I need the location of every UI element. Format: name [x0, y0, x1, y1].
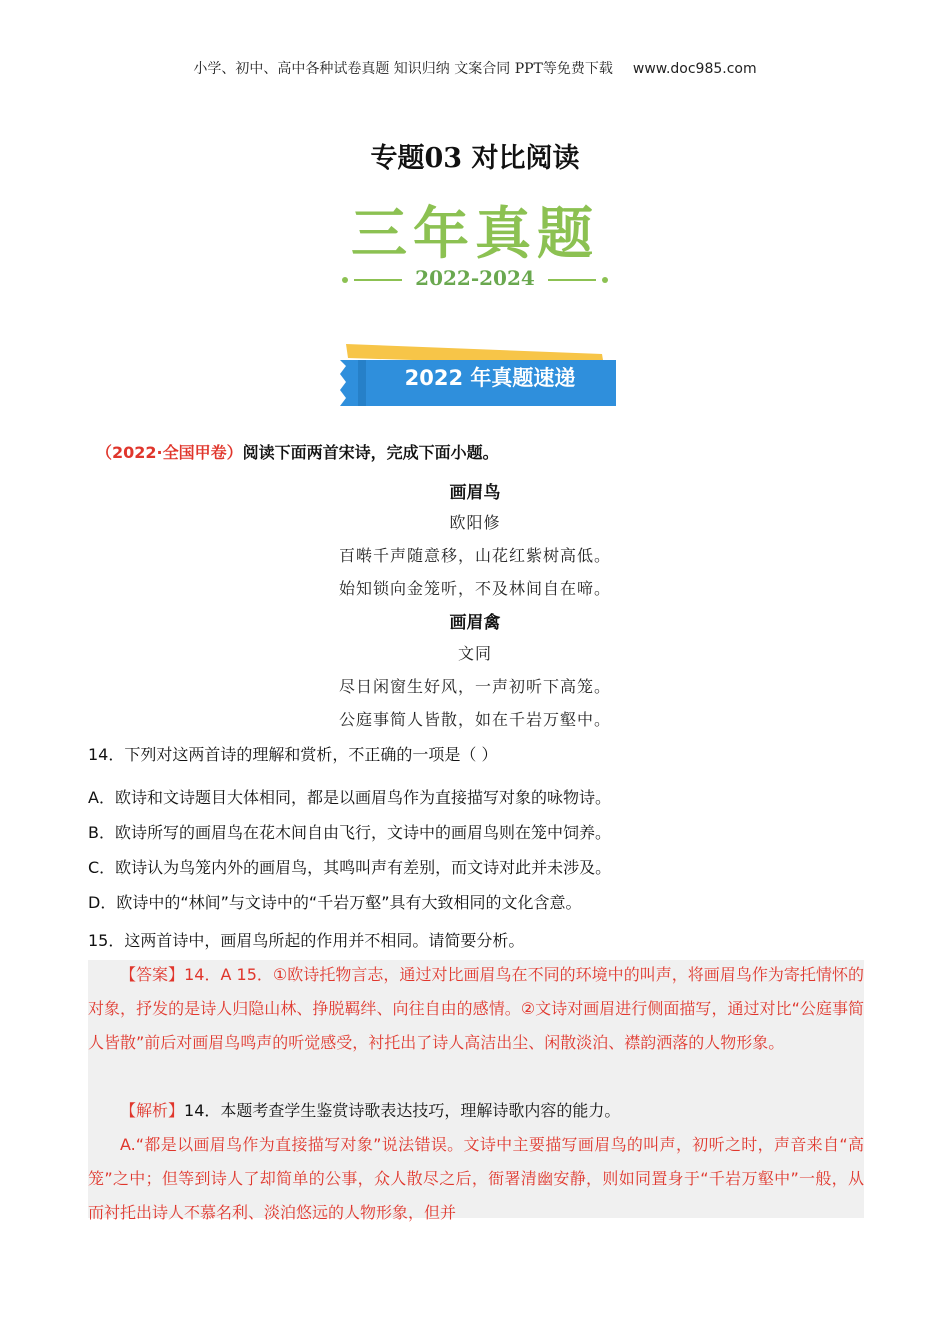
- answer-text: 14．A 15．①欧诗托物言志，通过对比画眉鸟在不同的环境中的叫声，将画眉鸟作为寄托情怀的对象，抒发的是诗人归隐山林、挣脱羁绊、向往自由的感情。②文诗对画眉进行侧面描写，通过对比“公庭事简人皆散”前后对画眉鸟鸣声的听觉感受，衬托出了诗人高洁出尘、闲散淡泊、襟韵洒落的人物形象。: [88, 965, 864, 1052]
- badge-line-right: [548, 279, 596, 281]
- badge-dot-right: [602, 277, 608, 283]
- badge-main-text: 三年真题: [351, 202, 599, 267]
- intro-source: （2022·全国甲卷）: [96, 443, 243, 462]
- poem-2-line-2: 公庭事简人皆散，如在千岩万壑中。: [338, 710, 611, 729]
- intro-instruction: 阅读下面两首宋诗，完成下面小题。: [242, 443, 499, 462]
- option-d: D．欧诗中的“林间”与文诗中的“千岩万壑”具有大致相同的文化含意。: [88, 893, 582, 912]
- question-14: 14．下列对这两首诗的理解和赏析，不正确的一项是（ ）: [88, 745, 498, 764]
- header-url[interactable]: www.doc985.com: [632, 61, 757, 77]
- option-c: C．欧诗认为鸟笼内外的画眉鸟，其鸣叫声有差别，而文诗对此并未涉及。: [88, 858, 612, 877]
- analysis-text: 14．本题考查学生鉴赏诗歌表达技巧，理解诗歌内容的能力。: [184, 1101, 621, 1120]
- poem-1-author: 欧阳修: [449, 513, 501, 532]
- poem-1-line-1: 百啭千声随意移，山花红紫树高低。: [338, 546, 611, 565]
- badge-line-left: [354, 279, 402, 281]
- option-a: A．欧诗和文诗题目大体相同，都是以画眉鸟作为直接描写对象的咏物诗。: [88, 788, 611, 807]
- poem-2-title: 画眉禽: [449, 613, 501, 633]
- answer-block: [88, 958, 864, 1060]
- analysis-tag: 【解析】: [120, 1101, 185, 1120]
- banner-label: 2022 年真题速递: [404, 366, 576, 390]
- poem-1-title: 画眉鸟: [449, 483, 501, 503]
- badge-dot-left: [342, 277, 348, 283]
- analysis-block: [88, 1094, 864, 1128]
- header-text: 小学、初中、高中各种试卷真题 知识归纳 文案合同 PPT等免费下载: [193, 61, 613, 77]
- intro-line: [96, 440, 499, 463]
- badge-years-row: [0, 266, 950, 290]
- option-b: B．欧诗所写的画眉鸟在花木间自由飞行，文诗中的画眉鸟则在笼中饲养。: [88, 823, 611, 842]
- document-title: 专题03 对比阅读: [370, 143, 580, 174]
- question-15: 15．这两首诗中，画眉鸟所起的作用并不相同。请简要分析。: [88, 931, 525, 950]
- poem-1-line-2: 始知锁向金笼听，不及林间自在啼。: [338, 579, 611, 598]
- answer-tag: 【答案】: [120, 965, 185, 984]
- poem-2-author: 文同: [457, 644, 492, 663]
- poem-2-line-1: 尽日闲窗生好风，一声初听下高笼。: [338, 677, 611, 696]
- analysis-detail: A.“都是以画眉鸟作为直接描写对象”说法错误。文诗中主要描写画眉鸟的叫声，初听之时，声音来自“高笼”之中；但等到诗人了却简单的公事，众人散尽之后，衙署清幽安静，则如同置身于“千岩万壑中”一般，从而衬托出诗人不慕名利、淡泊悠远的人物形象，但并: [88, 1135, 864, 1222]
- badge-years: 2022-2024: [415, 266, 535, 290]
- page-header: [0, 58, 950, 78]
